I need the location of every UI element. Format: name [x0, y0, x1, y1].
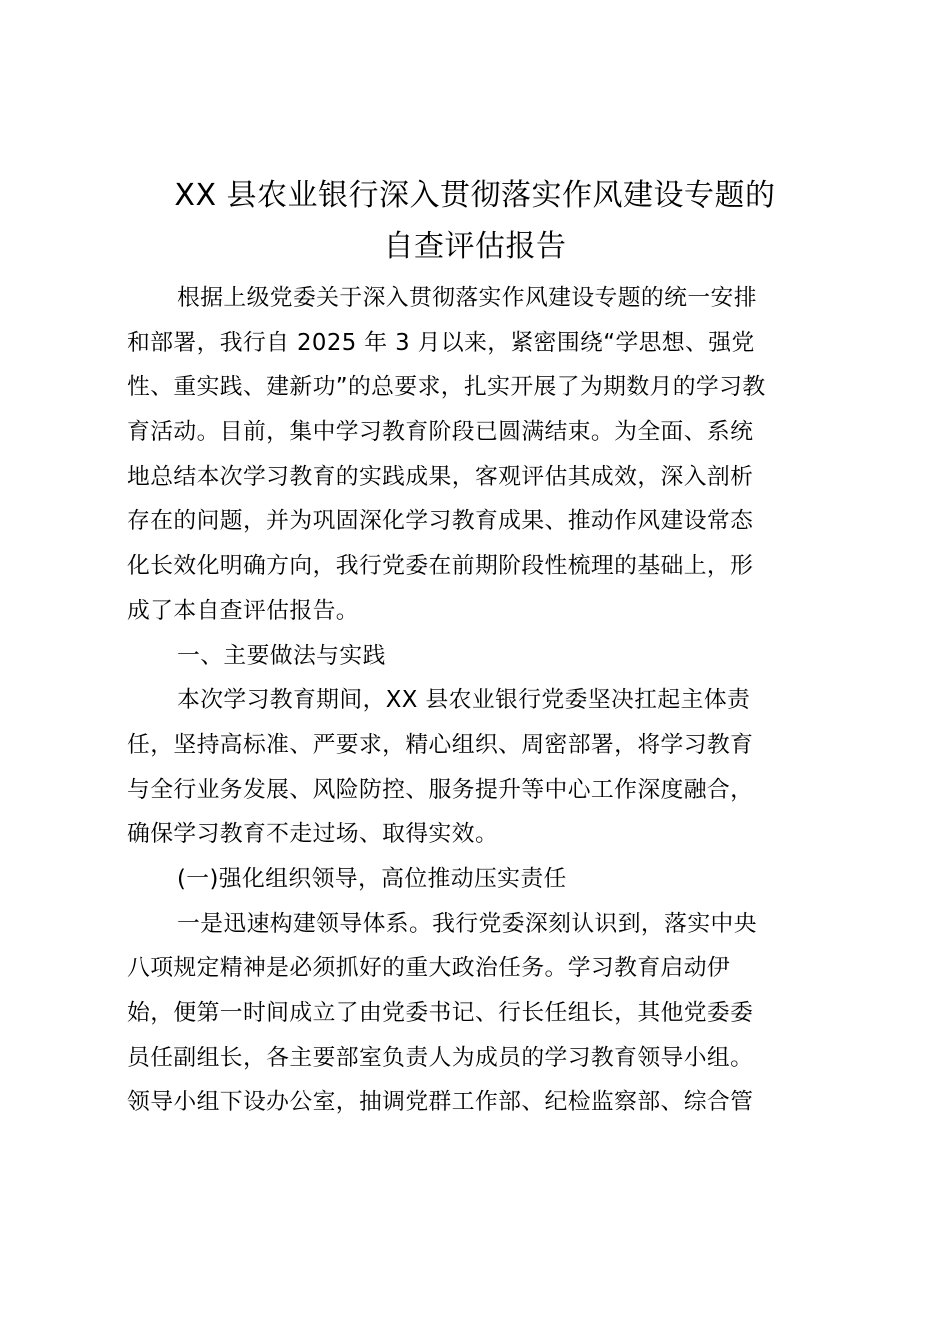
paragraph-section-1-line: 任，坚持高标准、严要求，精心组织、周密部署，将学习教育 — [127, 731, 754, 758]
section-heading-1: 一、主要做法与实践 — [177, 642, 386, 669]
paragraph-intro-line: 性、重实践、建新功”的总要求，扎实开展了为期数月的学习教 — [127, 374, 766, 401]
paragraph-subsection-1-line: 始，便第一时间成立了由党委书记、行长任组长，其他党委委 — [127, 1000, 754, 1026]
paragraph-subsection-1-line: 八项规定精神是必须抓好的重大政治任务。学习教育启动伊 — [127, 955, 731, 982]
paragraph-intro-line: 根据上级党委关于深入贯彻落实作风建设专题的统一安排 — [177, 285, 757, 311]
paragraph-intro-line: 育活动。目前，集中学习教育阶段已圆满结束。为全面、系统 — [127, 419, 754, 446]
paragraph-section-1-line: 确保学习教育不走过场、取得实效。 — [127, 821, 499, 848]
paragraph-section-1-line: 与全行业务发展、风险防控、服务提升等中心工作深度融合， — [127, 776, 754, 803]
paragraph-intro-line: 存在的问题，并为巩固深化学习教育成果、推动作风建设常态 — [127, 508, 754, 535]
paragraph-section-1-line: 本次学习教育期间，XX 县农业银行党委坚决扛起主体责 — [177, 687, 751, 714]
subsection-heading-1: (一)强化组织领导，高位推动压实责任 — [177, 865, 567, 892]
paragraph-subsection-1-line: 一是迅速构建领导体系。我行党委深刻认识到，落实中央 — [177, 910, 757, 937]
document-title-line-1: XX 县农业银行深入贯彻落实作风建设专题的 — [174, 178, 776, 213]
paragraph-subsection-1-line: 员任副组长，各主要部室负责人为成员的学习教育领导小组。 — [127, 1044, 754, 1071]
paragraph-intro-line: 地总结本次学习教育的实践成果，客观评估其成效，深入剖析 — [127, 463, 754, 490]
document-title-line-2: 自查评估报告 — [383, 229, 567, 264]
document-body — [127, 276, 827, 1125]
paragraph-intro-line: 成了本自查评估报告。 — [127, 597, 359, 624]
paragraph-subsection-1-line: 领导小组下设办公室，抽调党群工作部、纪检监察部、综合管 — [127, 1089, 754, 1116]
paragraph-intro-line: 化长效化明确方向，我行党委在前期阶段性梳理的基础上，形 — [127, 553, 754, 580]
paragraph-intro-line: 和部署，我行自 2025 年 3 月以来，紧密围绕“学思想、强党 — [127, 329, 755, 356]
